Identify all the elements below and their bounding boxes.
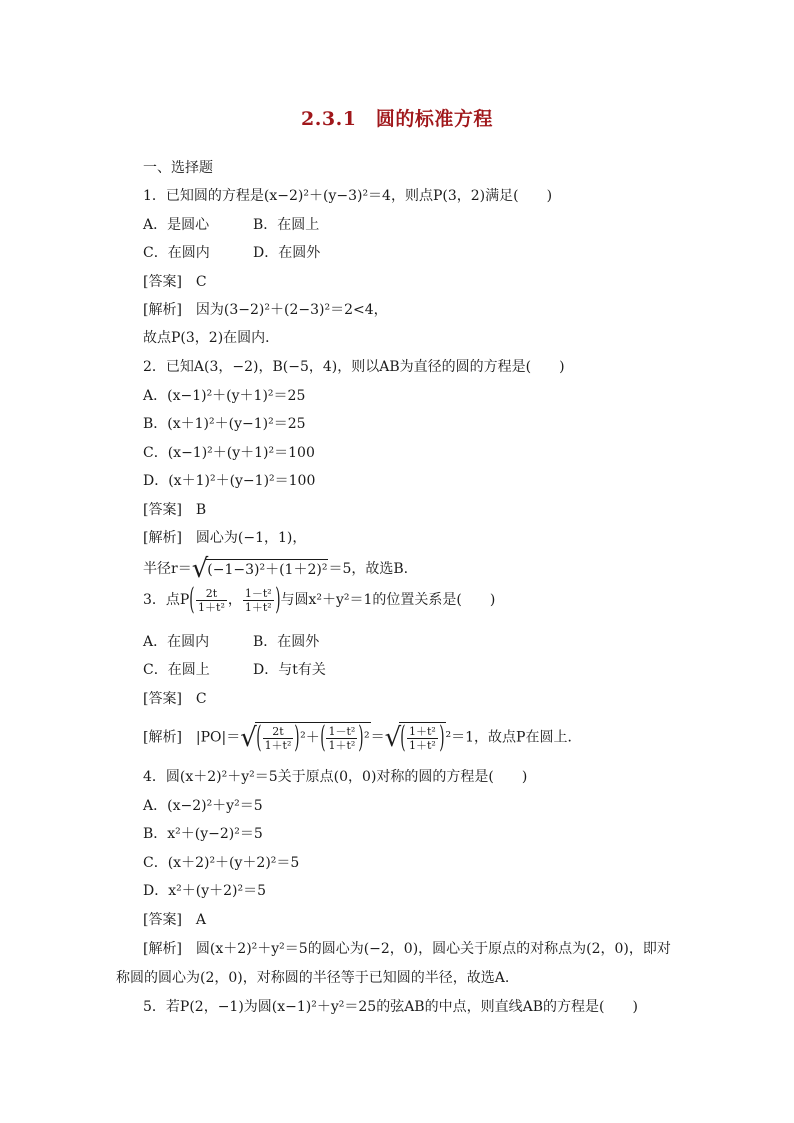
q4-analysis-1: [解析] 圆(x＋2)²＋y²＝5的圆心为(−2，0)，圆心关于原点的对称点为(2，0)，即对: [143, 941, 671, 957]
q4-stem: 4．圆(x＋2)²＋y²＝5关于原点(0，0)对称的圆的方程是( ): [143, 769, 528, 785]
q2-option-d: D．(x＋1)²＋(y−1)²＝100: [143, 473, 316, 489]
q1-stem: 1．已知圆的方程是(x−2)²＋(y−3)²＝4，则点P(3，2)满足( ): [143, 188, 553, 204]
sqrt-radicand: ( $\frac{\text{1＋t²}}{\text{1＋t²}}$ ): [400, 720, 445, 755]
fraction: $\frac{\text{1－t²}}{\text{1＋t²}}$: [328, 724, 356, 752]
q1-options-ab: [143, 215, 320, 235]
q3-stem: 3．点P( $\frac{2t}{\text{1＋t²}}$ ， $\frac{\text{1－t²}}{\text{1＋t²}}$ )与圆x²＋y²＝1的位置关系是( ): [143, 582, 496, 617]
fraction: $\frac{2t}{\text{1＋t²}}$: [264, 724, 292, 752]
q2-option-b: B．(x＋1)²＋(y−1)²＝25: [143, 416, 306, 432]
q3-answer: [答案] C: [143, 691, 207, 707]
sqrt-sign: √: [384, 722, 402, 753]
q1-option-b: B．在圆上: [253, 217, 320, 233]
q3-option-b: B．在圆外: [253, 634, 320, 650]
q3-options-cd: [143, 660, 326, 680]
q2-stem: 2．已知A(3，−2)，B(−5，4)，则以AB为直径的圆的方程是( ): [143, 359, 565, 375]
q4-analysis-2: 称圆的圆心为(2，0)，对称圆的半径等于已知圆的半径，故选A.: [116, 970, 510, 986]
q4-answer: [答案] A: [143, 912, 207, 928]
q3-options-ab: [143, 632, 320, 652]
q4-option-c: C．(x＋2)²＋(y＋2)²＝5: [143, 855, 300, 871]
sqrt-radicand: ( $\frac{2t}{\text{1＋t²}}$ )²＋( $\frac{\text{1－t²}}{\text{1＋t²}}$ )²: [256, 720, 370, 755]
q4-option-d: D．x²＋(y＋2)²＝5: [143, 883, 266, 899]
q2-analysis-2: 半径r＝√(−1−3)²＋(1＋2)²＝5，故选B.: [143, 554, 409, 584]
page-title: 2.3.1 圆的标准方程: [301, 108, 493, 130]
q2-answer: [答案] B: [143, 502, 207, 518]
q3-analysis: [解析] |PO|＝√( $\frac{2t}{\text{1＋t²}}$ )²＋( $\frac{\text{1－t²}}{\text{1＋t²}}$ )²＝√( $\frac{\text{1＋t²}}{\text{1＋t²}}$ )²＝1，故点P在圆上．: [143, 720, 582, 755]
fraction: $\frac{\text{1－t²}}{\text{1＋t²}}$: [244, 586, 272, 614]
sqrt-sign: √: [240, 722, 257, 753]
q1-option-d: D．在圆外: [253, 245, 321, 261]
q1-analysis-1: [解析] 因为(3−2)²＋(2−3)²＝2<4，: [143, 302, 388, 318]
q1-options-cd: [143, 243, 321, 263]
q3-option-d: D．与t有关: [253, 662, 326, 678]
q4-option-a: A．(x−2)²＋y²＝5: [143, 798, 263, 814]
fraction: $\frac{2t}{\text{1＋t²}}$: [198, 586, 225, 614]
q2-option-a: A．(x−1)²＋(y＋1)²＝25: [143, 388, 306, 404]
q3-option-c: C．在圆上: [143, 662, 210, 678]
fraction: $\frac{\text{1＋t²}}{\text{1＋t²}}$: [408, 724, 436, 752]
q2-analysis-1: [解析] 圆心为(−1，1)，: [143, 530, 307, 546]
q1-option-c: C．在圆内: [143, 245, 210, 261]
section-heading: 一、选择题: [143, 160, 213, 176]
q5-stem: 5．若P(2，−1)为圆(x−1)²＋y²＝25的弦AB的中点，则直线AB的方程是( ): [143, 999, 638, 1015]
q1-answer: [答案] C: [143, 274, 207, 290]
sqrt-radicand: (−1−3)²＋(1＋2)²: [206, 559, 328, 580]
q1-option-a: A．是圆心: [143, 217, 210, 233]
q4-option-b: B．x²＋(y−2)²＝5: [143, 826, 263, 842]
sqrt-sign: √: [191, 554, 209, 584]
q2-option-c: C．(x−1)²＋(y＋1)²＝100: [143, 445, 315, 461]
q1-analysis-2: 故点P(3，2)在圆内．: [143, 330, 280, 346]
q3-option-a: A．在圆内: [143, 634, 210, 650]
